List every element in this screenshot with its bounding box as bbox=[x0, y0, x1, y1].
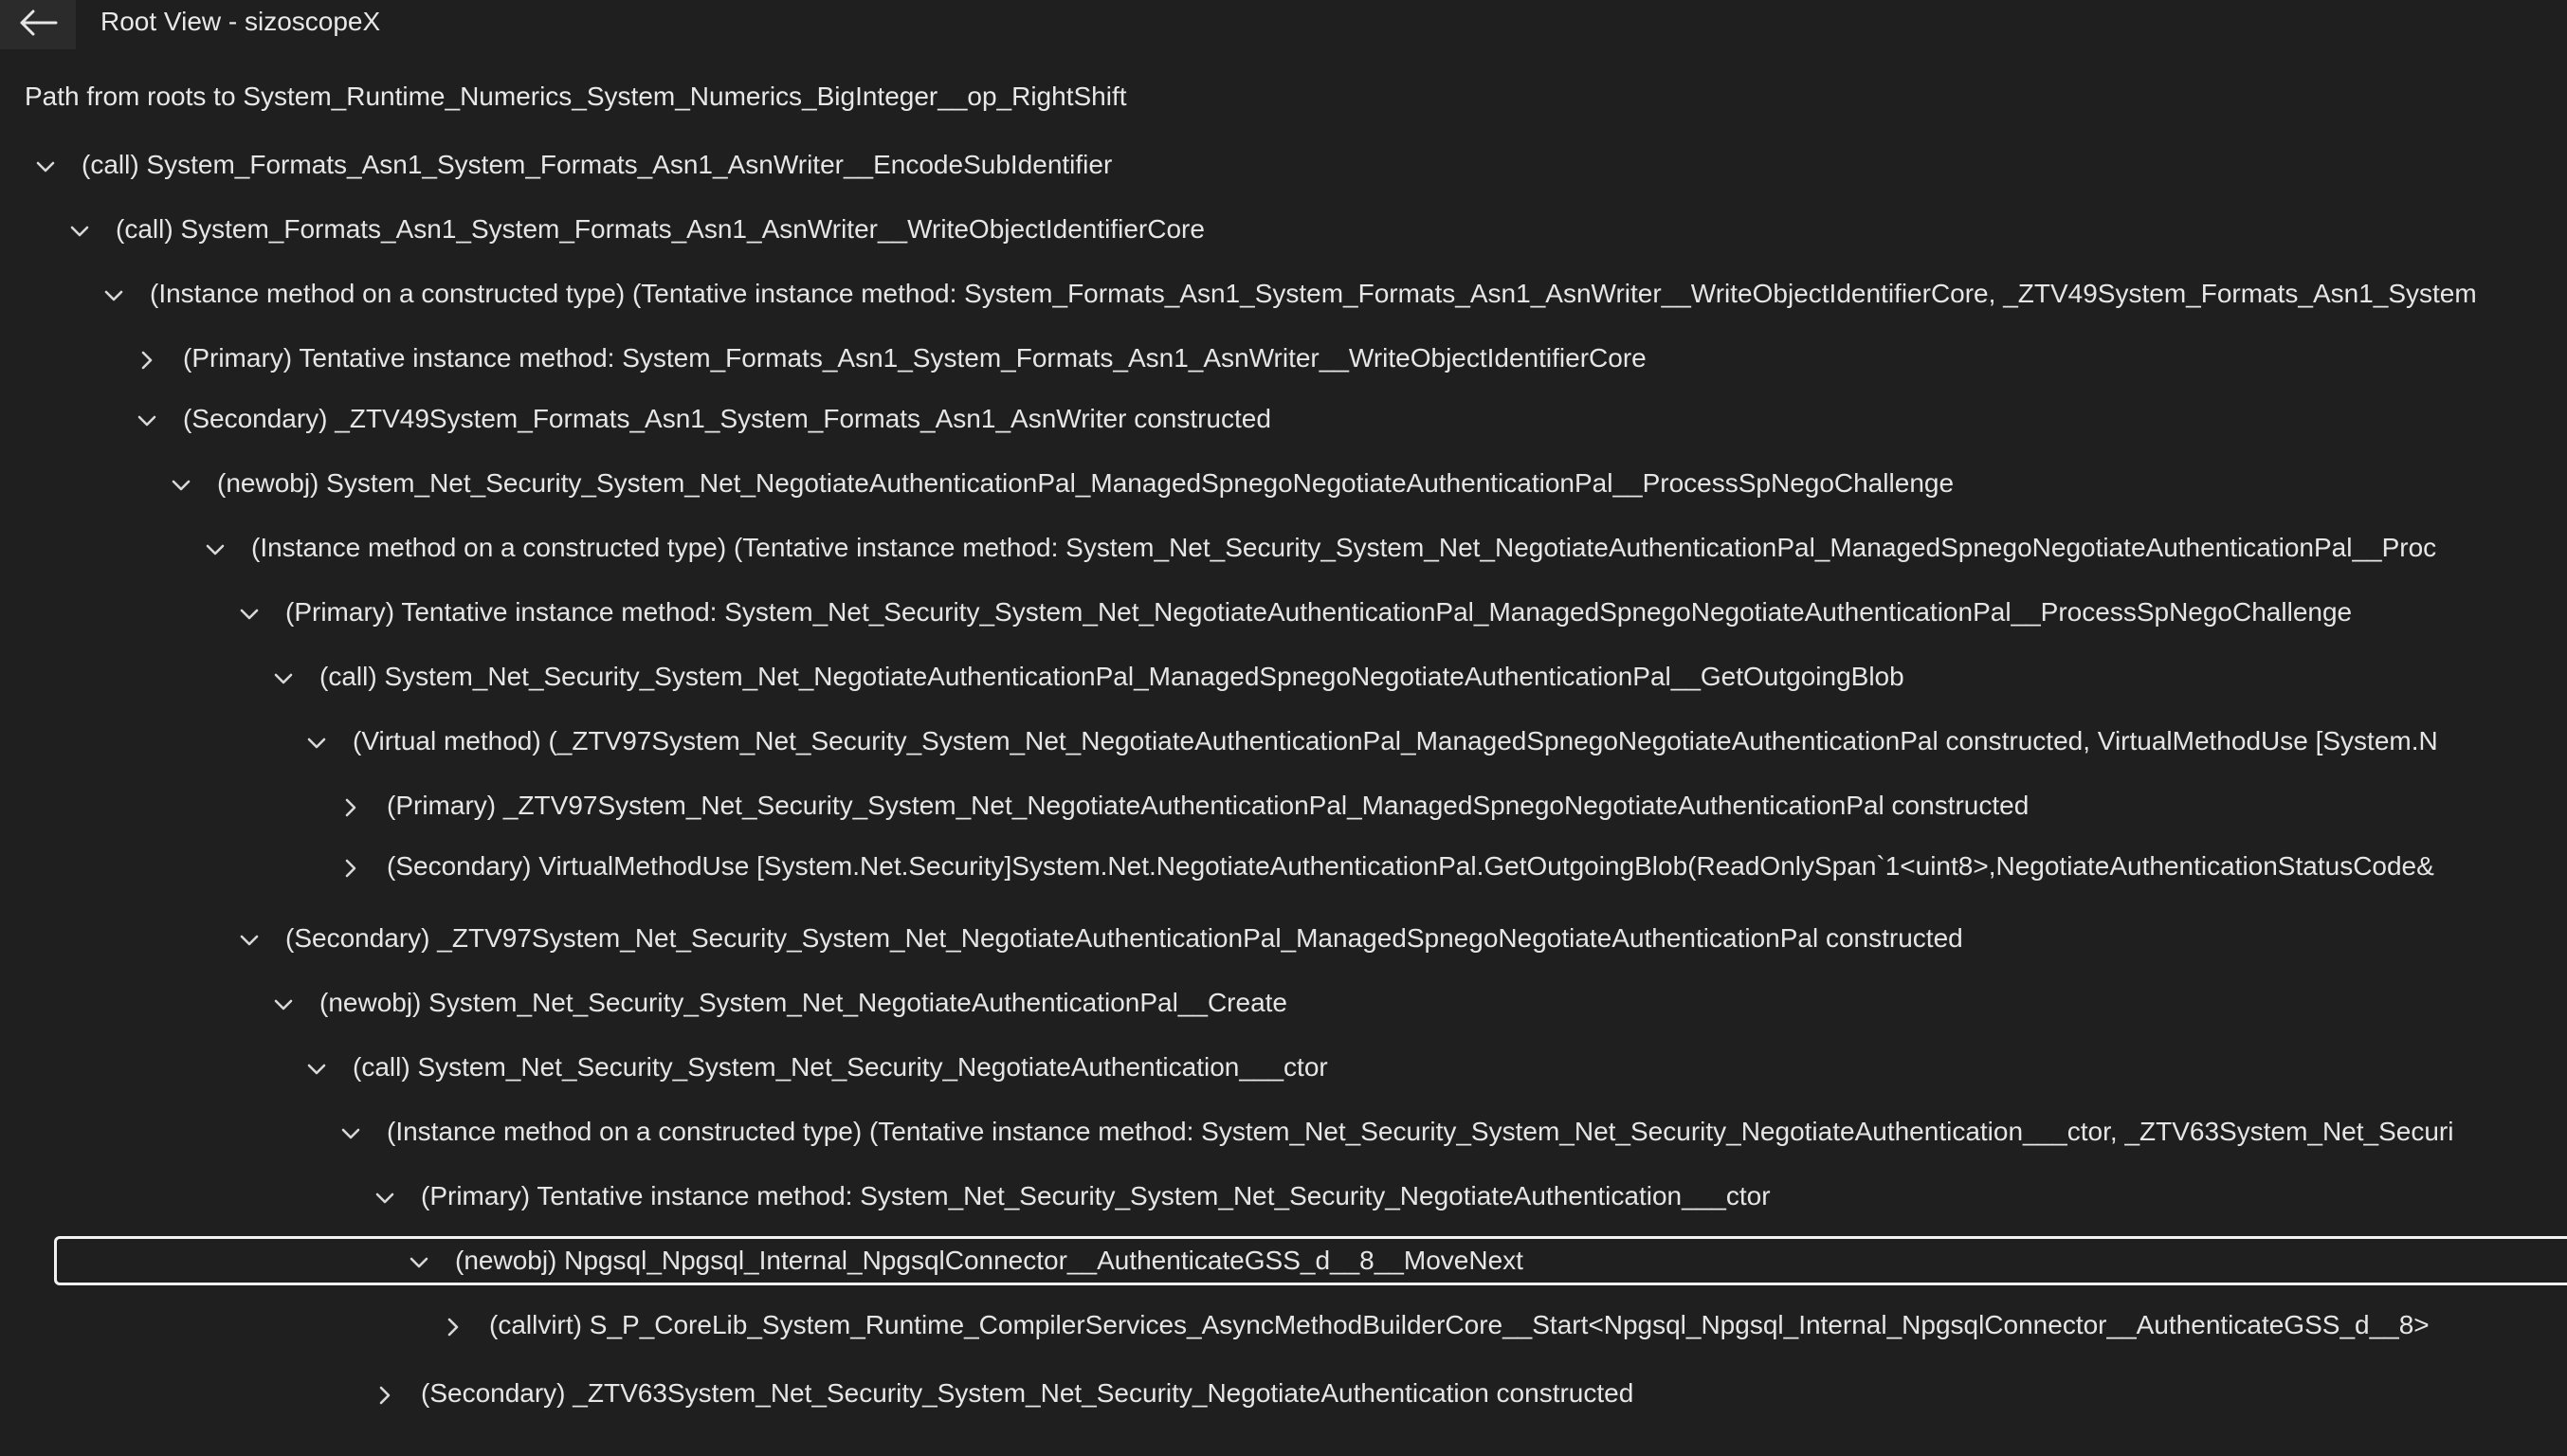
chevron-down-icon[interactable] bbox=[32, 154, 59, 180]
tree-row-label: (Primary) Tentative instance method: System_Net_Security_System_Net_Security_NegotiateAuthentication___ctor bbox=[421, 1181, 1771, 1210]
tree-row-label: (call) System_Formats_Asn1_System_Formats_Asn1_AsnWriter__WriteObjectIdentifierCore bbox=[116, 214, 1205, 244]
tree-row[interactable] bbox=[0, 978, 2567, 1031]
chevron-down-icon[interactable] bbox=[303, 1056, 330, 1083]
chevron-down-icon[interactable] bbox=[337, 1120, 364, 1147]
chevron-down-icon[interactable] bbox=[270, 665, 297, 692]
tree-row[interactable] bbox=[0, 781, 2567, 834]
tree-row[interactable] bbox=[0, 1172, 2567, 1225]
tree-row[interactable] bbox=[0, 914, 2567, 967]
tree-row-label: (newobj) Npgsql_Npgsql_Internal_NpgsqlConnector__AuthenticateGSS_d__8__MoveNext bbox=[455, 1246, 1523, 1275]
window-title: Root View - sizoscopeX bbox=[100, 7, 381, 36]
chevron-right-icon[interactable] bbox=[337, 794, 364, 821]
tree-row-label: (Secondary) _ZTV49System_Formats_Asn1_System_Formats_Asn1_AsnWriter constructed bbox=[183, 404, 1271, 433]
tree-row-label: (newobj) System_Net_Security_System_Net_NegotiateAuthenticationPal_ManagedSpnegoNegotiateAuthenticationPal__ProcessSpNegoChallenge bbox=[217, 468, 1955, 498]
tree-row[interactable] bbox=[0, 394, 2567, 447]
chevron-down-icon[interactable] bbox=[168, 472, 194, 499]
chevron-down-icon[interactable] bbox=[100, 282, 127, 309]
tree-row-label: (Secondary) _ZTV63System_Net_Security_System_Net_Security_NegotiateAuthentication constructed bbox=[421, 1378, 1634, 1408]
chevron-down-icon[interactable] bbox=[236, 601, 263, 628]
tree-row-label: (call) System_Net_Security_System_Net_NegotiateAuthenticationPal_ManagedSpnegoNegotiateAuthenticationPal__GetOutgoingBlob bbox=[319, 662, 1904, 691]
chevron-right-icon[interactable] bbox=[440, 1314, 466, 1340]
chevron-right-icon[interactable] bbox=[372, 1382, 398, 1409]
tree-row[interactable] bbox=[0, 717, 2567, 770]
tree-row-label: (newobj) System_Net_Security_System_Net_NegotiateAuthenticationPal__Create bbox=[319, 988, 1287, 1017]
tree-row[interactable] bbox=[0, 1043, 2567, 1096]
tree-row-label: (Instance method on a constructed type) (Tentative instance method: System_Net_Security_System_Net_Security_NegotiateAuthentication___ctor, _ZTV63System_Net_Securi bbox=[387, 1117, 2454, 1146]
tree-row-label: (Virtual method) (_ZTV97System_Net_Security_System_Net_NegotiateAuthenticationPal_ManagedSpnegoNegotiateAuthenticationPal constructed, VirtualMethodUse [System.N bbox=[353, 726, 2438, 755]
tree-row-label: (Primary) Tentative instance method: System_Net_Security_System_Net_NegotiateAuthenticationPal_ManagedSpnegoNegotiateAuthenticationPal__ProcessSpNegoChallenge bbox=[285, 597, 2353, 627]
tree-row-label: (Secondary) VirtualMethodUse [System.Net.Security]System.Net.NegotiateAuthenticationPal.GetOutgoingBlob(ReadOnlySpan`1<uint8>,NegotiateAuthenticationStatusCode& bbox=[387, 851, 2434, 881]
chevron-down-icon[interactable] bbox=[66, 218, 93, 245]
chevron-down-icon[interactable] bbox=[202, 537, 228, 563]
tree-row-label: (Secondary) _ZTV97System_Net_Security_System_Net_NegotiateAuthenticationPal_ManagedSpnegoNegotiateAuthenticationPal constructed bbox=[285, 923, 1963, 953]
tree-row-label: (Primary) Tentative instance method: System_Formats_Asn1_System_Formats_Asn1_AsnWriter__WriteObjectIdentifierCore bbox=[183, 343, 1647, 373]
tree-row[interactable] bbox=[0, 1369, 2567, 1422]
chevron-down-icon[interactable] bbox=[372, 1185, 398, 1211]
chevron-down-icon[interactable] bbox=[236, 927, 263, 954]
tree-row[interactable] bbox=[0, 1301, 2567, 1354]
tree-row[interactable] bbox=[0, 842, 2567, 895]
chevron-down-icon[interactable] bbox=[303, 730, 330, 756]
tree-row[interactable] bbox=[0, 269, 2567, 322]
chevron-right-icon[interactable] bbox=[337, 855, 364, 882]
tree-row[interactable] bbox=[0, 459, 2567, 512]
tree-row-label: (Primary) _ZTV97System_Net_Security_System_Net_NegotiateAuthenticationPal_ManagedSpnegoNegotiateAuthenticationPal constructed bbox=[387, 791, 2030, 820]
tree-row-label: (Instance method on a constructed type) (Tentative instance method: System_Net_Security_System_Net_NegotiateAuthenticationPal_ManagedSpnegoNegotiateAuthenticationPal__Proc bbox=[251, 533, 2437, 562]
path-title: Path from roots to System_Runtime_Numerics_System_Numerics_BigInteger__op_RightShift bbox=[25, 82, 1127, 111]
chevron-down-icon[interactable] bbox=[270, 992, 297, 1018]
tree-row[interactable] bbox=[0, 140, 2567, 193]
tree-row[interactable] bbox=[0, 652, 2567, 705]
tree-row[interactable] bbox=[0, 334, 2567, 387]
tree-row-label: (call) System_Net_Security_System_Net_Security_NegotiateAuthentication___ctor bbox=[353, 1052, 1328, 1082]
chevron-down-icon[interactable] bbox=[406, 1249, 432, 1276]
chevron-right-icon[interactable] bbox=[134, 347, 160, 373]
tree-row-label: (call) System_Formats_Asn1_System_Formats_Asn1_AsnWriter__EncodeSubIdentifier bbox=[82, 150, 1113, 179]
tree-row-label: (Instance method on a constructed type) (Tentative instance method: System_Formats_Asn1_System_Formats_Asn1_AsnWriter__WriteObjectIdentifierCore, _ZTV49System_Formats_Asn1_System bbox=[150, 279, 2477, 308]
tree-row[interactable] bbox=[0, 1107, 2567, 1160]
tree-row[interactable] bbox=[0, 205, 2567, 258]
tree-row[interactable] bbox=[0, 1236, 2567, 1289]
chevron-down-icon[interactable] bbox=[134, 408, 160, 434]
tree-row-label: (callvirt) S_P_CoreLib_System_Runtime_CompilerServices_AsyncMethodBuilderCore__Start<Npgsql_Npgsql_Internal_NpgsqlConnector__AuthenticateGSS_d__8> bbox=[489, 1310, 2430, 1339]
tree-row[interactable] bbox=[0, 588, 2567, 641]
tree-row[interactable] bbox=[0, 523, 2567, 576]
